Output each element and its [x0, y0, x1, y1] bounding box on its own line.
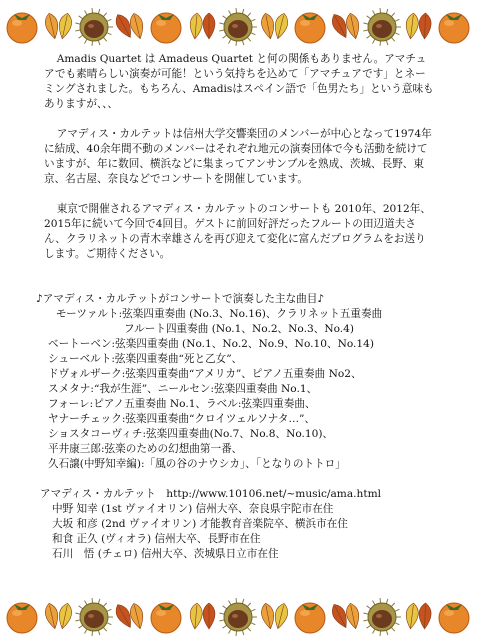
leaf-icon	[43, 12, 61, 40]
chestnut-icon	[219, 598, 257, 636]
works-list-item: フルート四重奏曲 (No.1、No.2、No.3、No.4)	[124, 323, 355, 335]
persimmon-icon	[439, 13, 469, 43]
works-list-item: ドヴォルザーク:弦楽四重奏曲“アメリカ”、ピアノ五重奏曲 No2、	[48, 368, 362, 380]
leaf-icon	[272, 602, 290, 630]
works-list-item: ベートーベン:弦楽四重奏曲 (No.1、No.2、No.9、No.10、No.14)	[48, 338, 375, 350]
works-list-item: 久石譲(中野知幸編):「風の谷のナウシカ」、「となりのトトロ」	[48, 458, 346, 470]
works-list-item: フォーレ:ピアノ五重奏曲 No.1、ラベル:弦楽四重奏曲、	[48, 398, 316, 410]
leaf-icon	[189, 13, 203, 40]
works-list-item: スメタナ:“我が生涯”、ニールセン:弦楽四重奏曲 No.1、	[48, 383, 318, 395]
quartet-website-line: アマディス・カルテット http://www.10106.net/~music/ama.html	[40, 488, 382, 500]
member-line: 和食 正久 (ヴィオラ) 信州大卒、長野市在住	[52, 533, 261, 545]
intro-paragraph-3: 東京で開催されるアマディス・カルテットのコンサートも 2010年、2012年、2015年に続いて今回で4回目。ゲストに前回好評だったフルートの田辺道夫さん、クラリネットの青木幸雄さんを再び迎えて変化に富んだプログラムをお送りします。ご期待ください。	[44, 203, 431, 260]
persimmon-icon	[295, 13, 325, 43]
chestnut-icon	[363, 8, 401, 46]
works-list-title: ♪アマディス・カルテットがコンサートで演奏した主な曲目♪	[36, 293, 325, 305]
autumn-border-top-svg	[0, 2, 480, 48]
leaf-icon	[419, 13, 432, 39]
chestnut-icon	[75, 598, 113, 636]
member-line: 石川 悟 (チェロ) 信州大卒、茨城県日立市在住	[52, 548, 279, 560]
leaf-icon	[260, 12, 277, 40]
works-list	[44, 307, 436, 472]
leaf-icon	[189, 603, 203, 630]
intro-paragraph-1: Amadis Quartet は Amadeus Quartet と何の関係もありません。アマチュアでも素晴らしい演奏が可能！という気持ちを込めて「アマチュアです」とネーミングされました。もちろん、Amadisはスペイン語で「色男たち」という意味もありますが、、、	[44, 53, 434, 110]
persimmon-icon	[151, 13, 181, 43]
autumn-border-bottom	[0, 592, 480, 638]
works-list-item: ヤナーチェック:弦楽四重奏曲“クロイツェルソナタ…”、	[48, 413, 316, 425]
member-line: 中野 知幸 (1st ヴァイオリン) 信州大卒、奈良県宇陀市在住	[52, 503, 334, 515]
works-list-item: モーツァルト:弦楽四重奏曲 (No.3、No.16)、クラリネット五重奏曲	[56, 308, 383, 320]
members-list	[44, 502, 436, 562]
autumn-border-top	[0, 2, 480, 48]
chestnut-icon	[219, 8, 257, 46]
leaf-icon	[260, 602, 277, 630]
intro-paragraph-2: アマディス・カルテットは信州大学交響楽団のメンバーが中心となって1974年に結成、40余年間不動のメンバーはそれぞれ地元の演奏団体で今も活動を続けていますが、年に数回、横浜などに集まってアンサンブルを熟成、茨城、長野、東京、名古屋、奈良などでコンサートを開催しています。	[44, 128, 432, 185]
leaf-icon	[404, 602, 419, 629]
persimmon-icon	[295, 603, 325, 633]
leaf-icon	[56, 602, 73, 630]
works-list-item: シューベルト:弦楽四重奏曲“死と乙女”、	[48, 353, 243, 365]
persimmon-icon	[7, 13, 37, 43]
persimmon-icon	[439, 603, 469, 633]
leaf-icon	[203, 13, 215, 39]
leaf-icon	[272, 12, 290, 40]
leaf-icon	[43, 602, 61, 630]
works-list-item: ショスタコーヴィチ:弦楽四重奏曲(No.7、No.8、No.10)、	[48, 428, 334, 440]
leaf-icon	[344, 602, 361, 630]
member-line: 大坂 和彦 (2nd ヴァイオリン) 才能教育音楽院卒、横浜市在住	[52, 518, 348, 530]
leaf-icon	[56, 12, 73, 40]
leaf-icon	[419, 603, 432, 629]
persimmon-icon	[151, 603, 181, 633]
chestnut-icon	[75, 8, 113, 46]
chestnut-icon	[363, 598, 401, 636]
persimmon-icon	[7, 603, 37, 633]
works-list-item: 平井康三郎:弦楽のための幻想曲第一番、	[48, 443, 243, 455]
leaf-icon	[344, 12, 361, 40]
autumn-border-bottom-svg	[0, 592, 480, 638]
leaf-icon	[404, 12, 419, 39]
leaf-icon	[203, 603, 215, 629]
document-body	[36, 52, 436, 562]
